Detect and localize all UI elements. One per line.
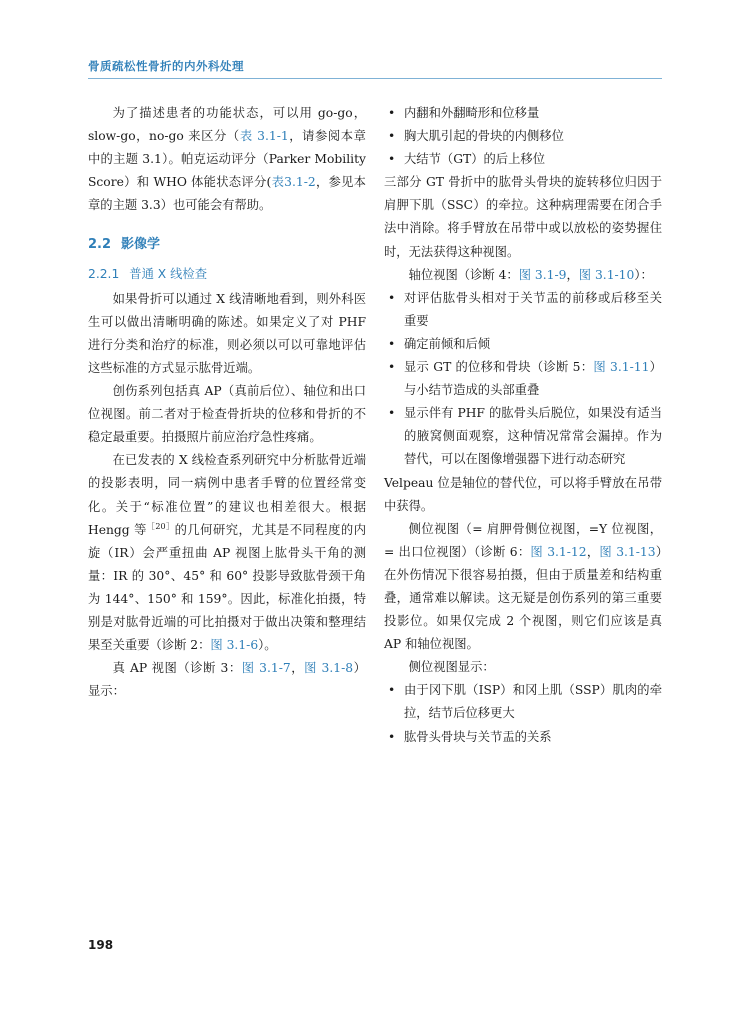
section-heading: 2.2 影像学	[88, 237, 161, 253]
list-item: • 由于冈下肌（ISP）和冈上肌（SSP）肌肉的牵拉，结节后位移更大	[384, 679, 662, 725]
list-item: • 对评估肱骨头相对于关节盂的前移或后移至关重要	[384, 287, 662, 333]
figure-ref-link[interactable]: 图 3.1-13	[599, 544, 656, 559]
figure-ref-link[interactable]: 图 3.1-9	[518, 267, 567, 282]
paragraph-velpeau: Velpeau 位是轴位的替代位，可以将手臂放在吊带中获得。	[384, 475, 662, 513]
header-divider	[88, 78, 662, 79]
list-item: • 大结节（GT）的后上移位	[384, 148, 662, 171]
running-header: 骨质疏松性骨折的内外科处理	[88, 59, 244, 73]
bullet-list-ap	[384, 102, 662, 171]
figure-ref-link[interactable]: 图 3.1-11	[593, 360, 650, 375]
paragraph-rotation-displacement: 三部分 GT 骨折中的肱骨头骨块的旋转移位归因于肩胛下肌（SSC）的牵拉。这种病理需要在闭合手法中消除。将手臂放在吊带中或以放松的姿势握住时，无法获得这种视图。	[384, 175, 662, 259]
left-column	[88, 102, 366, 703]
paragraph-axial-view: 轴位视图（诊断 4：图 3.1-9，图 3.1-10）：	[408, 267, 653, 282]
right-column	[384, 102, 662, 749]
figure-ref-link[interactable]: 图 3.1-6	[210, 638, 259, 653]
figure-ref-link[interactable]: 图 3.1-7	[241, 661, 291, 676]
table-ref-link[interactable]: 表3.1-2	[271, 175, 316, 190]
figure-ref-link[interactable]: 图 3.1-10	[578, 267, 635, 282]
list-item: • 胸大肌引起的骨块的内侧移位	[384, 125, 662, 148]
list-item: • 肱骨头骨块与关节盂的关系	[384, 726, 662, 749]
figure-ref-link[interactable]: 图 3.1-8	[304, 661, 354, 676]
subsection-heading: 2.2.1 普通 X 线检查	[88, 266, 208, 281]
paragraph-lateral-shows: 侧位视图显示：	[408, 660, 495, 675]
list-item: • 确定前倾和后倾	[384, 333, 662, 356]
list-item: • 显示伴有 PHF 的肱骨头后脱位，如果没有适当的腋窝侧面观察，这种情况常常会漏掉。作为替代，可以在图像增强器下进行动态研究	[384, 402, 662, 471]
page-number: 198	[88, 938, 114, 952]
citation-ref: ［20］	[146, 521, 175, 531]
paragraph-true-ap: 真 AP 视图（诊断 3：图 3.1-7，图 3.1-8）显示：	[88, 661, 366, 699]
paragraph-projection-analysis: 在已发表的 X 线检查系列研究中分析肱骨近端的投影表明，同一病例中患者手臂的位置经常变化。关于“标准位置”的建议也相差很大。根据 Hengg 等$^{[20]}$的几何研究，尤其是不同程度的内旋（IR）会严重扭曲 AP 视图上肱骨头干角的测量：IR 的 30°、45° 和 60° 投影导致肱骨颈干角为 144°、150° 和 159°。因此，标准化拍摄，特别是对肱骨近端的可比拍摄对于做出决策和整理结果至关重要（诊断 2：图 3.1-6）。	[88, 453, 366, 653]
paragraph-trauma-series: 创伤系列包括真 AP（真前后位）、轴位和出口位视图。前二者对于检查骨折块的位移和骨折的不稳定最重要。拍摄照片前应治疗急性疼痛。	[88, 384, 366, 445]
list-item: • 内翻和外翻畸形和位移量	[384, 102, 662, 125]
bullet-list-lateral	[384, 679, 662, 748]
table-ref-link[interactable]: 表 3.1-1	[239, 129, 289, 144]
list-item: • 显示 GT 的位移和骨块（诊断 5：图 3.1-11）与小结节造成的头部重叠	[384, 356, 662, 402]
bullet-list-axial	[384, 287, 662, 472]
paragraph-functional-status: 为了描述患者的功能状态，可以用 go-go，slow-go，no-go 来区分（表 3.1-1，请参阅本章中的主题 3.1）。帕克运动评分（Parker Mobility Score）和 WHO 体能状态评分(表3.1-2，参见本章的主题 3.3）也可能会有帮助。	[88, 106, 366, 213]
paragraph-xray-intro: 如果骨折可以通过 X 线清晰地看到，则外科医生可以做出清晰明确的陈述。如果定义了对 PHF 进行分类和治疗的标准，则必须以可以可靠地评估这些标准的方式显示肱骨近端。	[88, 291, 366, 375]
paragraph-lateral-view: 侧位视图（= 肩胛骨侧位视图，=Y 位视图，= 出口位视图）（诊断 6：图 3.1-12，图 3.1-13）在外伤情况下很容易拍摄，但由于质量差和结构重叠，通常难以解读。这无疑是创伤系列的第三重要投影位。如果仅完成 2 个视图，则它们应该是真 AP 和轴位视图。	[384, 521, 662, 652]
figure-ref-link[interactable]: 图 3.1-12	[530, 544, 587, 559]
